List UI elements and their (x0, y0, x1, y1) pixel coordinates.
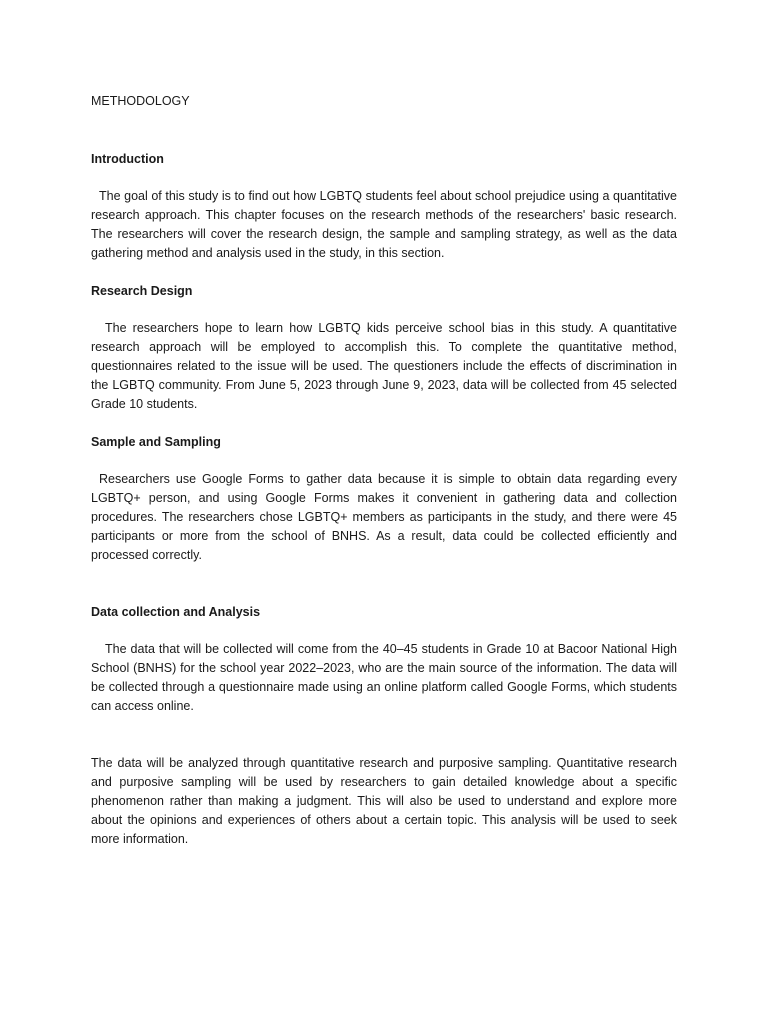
document-title: METHODOLOGY (91, 94, 190, 108)
paragraph-data-collection: The data that will be collected will come from the 40–45 students in Grade 10 at Bacoor National High School (BNHS) for the school year 2022–2023, who are the main source of the information. The data will be collected through a questionnaire made using an online platform called Google Forms, which students can access online. (91, 642, 677, 713)
heading-sample-and-sampling: Sample and Sampling (91, 435, 221, 449)
heading-data-collection-and-analysis: Data collection and Analysis (91, 605, 261, 619)
paragraph-research-design: The researchers hope to learn how LGBTQ kids perceive school bias in this study. A quantitative research approach will be employed to accomplish this. To complete the quantitative method, questionnaires related to the issue will be used. The questioners include the effects of discrimination in the LGBTQ community. From June 5, 2023 through June 9, 2023, data will be collected from 45 selected Grade 10 students. (91, 321, 677, 411)
heading-research-design: Research Design (91, 284, 193, 298)
paragraph-sample-and-sampling: Researchers use Google Forms to gather data because it is simple to obtain data regarding every LGBTQ+ person, and using Google Forms makes it convenient in gathering data and collection procedures. The researchers chose LGBTQ+ members as participants in the study, and there were 45 participants or more from the school of BNHS. As a result, data could be collected efficiently and processed correctly. (91, 472, 677, 562)
paragraph-introduction: The goal of this study is to find out how LGBTQ students feel about school prejudice using a quantitative research approach. This chapter focuses on the research methods of the researchers' basic research. The researchers will cover the research design, the sample and sampling strategy, as well as the data gathering method and analysis used in the study, in this section. (91, 189, 677, 260)
document-page (91, 92, 677, 849)
heading-introduction: Introduction (91, 152, 164, 166)
paragraph-data-analysis: The data will be analyzed through quantitative research and purposive sampling. Quantitative research and purposive sampling will be used by researchers to gain detailed knowledge about a specific phenomenon rather than making a judgment. This will also be used to understand and explore more about the opinions and experiences of others about a certain topic. This analysis will be used to seek more information. (91, 756, 677, 846)
